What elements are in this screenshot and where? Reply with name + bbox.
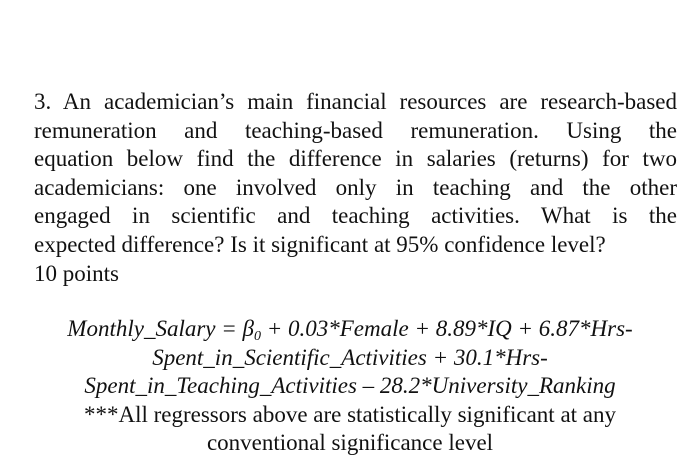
equation-line-2: Spent_in_Scientific_Activities + 30.1*Hrs- [152,344,548,370]
significance-note-line-1: ***All regressors above are statistically significant at any [83,401,617,427]
significance-note-line-2: conventional significance level [206,430,494,456]
regression-equation [0,315,700,458]
equation-line-1 [0,315,700,344]
question-line-2: remuneration and teaching-based remuneration. Using the [34,117,677,143]
question-points: 10 points [34,260,119,286]
equation-line-1-post: + 0.03*Female + 8.89*IQ + 6.87*Hrs- [260,316,633,341]
question-line-5: engaged in scientific and teaching activities. What is the [34,203,677,229]
question-line-6: expected difference? Is it significant at 95% confidence level? [34,231,606,257]
beta-subscript: 0 [253,329,261,344]
question-line-1: 3. An academician’s main financial resources are research-based [34,89,677,114]
question-text [34,88,677,288]
question-line-3: equation below find the difference in salaries (returns) for two [34,146,677,172]
question-line-4: academicians: one involved only in teaching and the other [34,174,677,200]
equation-line-1-pre: Monthly_Salary = β [67,316,254,341]
equation-line-3: Spent_in_Teaching_Activities – 28.2*University_Ranking [84,373,616,399]
